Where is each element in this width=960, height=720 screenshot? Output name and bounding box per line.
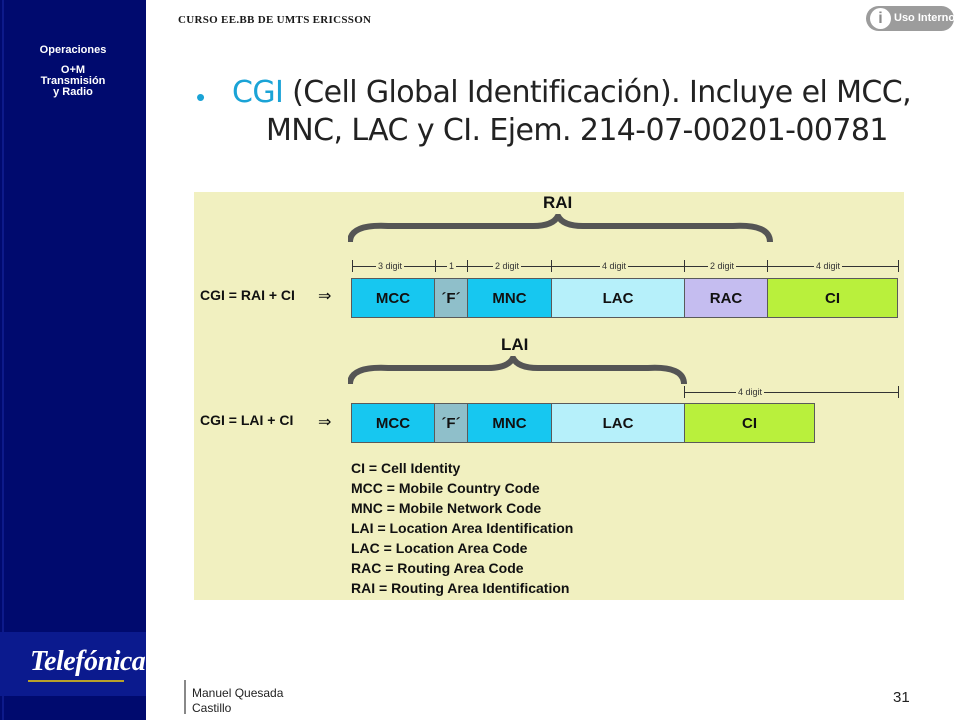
cell-mcc: MCC xyxy=(351,403,435,443)
digit-label: 1 xyxy=(449,261,455,271)
telefonica-logo: Telefónica xyxy=(30,646,146,677)
digit-label: 2 digit xyxy=(495,261,520,271)
lai-brace xyxy=(348,356,688,388)
tick xyxy=(767,260,768,272)
footer-divider xyxy=(184,680,186,714)
digit-label: 4 digit xyxy=(816,261,841,271)
cell-lac: LAC xyxy=(551,403,685,443)
lai-label: LAI xyxy=(501,335,529,354)
legend xyxy=(351,458,573,598)
sidebar xyxy=(0,0,146,720)
course-header: CURSO EE.BB DE UMTS ERICSSON xyxy=(178,14,372,26)
digit-label: 4 digit xyxy=(738,387,763,397)
sidebar-title-radio: y Radio xyxy=(53,86,93,98)
tick xyxy=(898,260,899,272)
tick xyxy=(684,386,685,398)
legend-item: MNC = Mobile Network Code xyxy=(351,500,542,516)
cgi-diagram xyxy=(194,192,904,600)
legend-item: LAI = Location Area Identification xyxy=(351,520,574,536)
legend-item: LAC = Location Area Code xyxy=(351,540,528,556)
bullet-text xyxy=(232,74,932,150)
cell-mnc: MNC xyxy=(467,403,552,443)
page-number: 31 xyxy=(893,689,910,706)
row1-formula: CGI = RAI + CI xyxy=(200,287,295,303)
sidebar-title-om: O+M xyxy=(60,64,86,76)
cell-mnc: MNC xyxy=(467,278,552,318)
tick xyxy=(435,260,436,272)
legend-item: MCC = Mobile Country Code xyxy=(351,480,540,496)
sidebar-divider xyxy=(2,0,4,720)
tick xyxy=(898,386,899,398)
cell-rac: RAC xyxy=(684,278,768,318)
logo-underline xyxy=(28,680,124,682)
cell-lac: LAC xyxy=(551,278,685,318)
tick xyxy=(551,260,552,272)
tick xyxy=(352,260,353,272)
row2-formula: CGI = LAI + CI xyxy=(200,412,294,428)
author-name xyxy=(192,686,283,716)
sidebar-title-transmision: Transmisión xyxy=(40,75,106,87)
digit-label: 2 digit xyxy=(710,261,735,271)
legend-item: RAC = Routing Area Code xyxy=(351,560,524,576)
row1-arrow-icon: ⇒ xyxy=(318,288,332,305)
tick xyxy=(684,260,685,272)
cell-f: ´F´ xyxy=(434,278,468,318)
badge-label: Uso Interno xyxy=(894,12,956,24)
rai-brace xyxy=(348,214,773,246)
author-line1: Manuel Quesada xyxy=(192,686,284,700)
cell-mcc: MCC xyxy=(351,278,435,318)
cell-ci: CI xyxy=(684,403,815,443)
legend-item: RAI = Routing Area Identification xyxy=(351,580,570,596)
rai-label: RAI xyxy=(543,193,573,212)
author-line2: Castillo xyxy=(192,701,232,715)
cell-f: ´F´ xyxy=(434,403,468,443)
digit-label: 3 digit xyxy=(378,261,403,271)
legend-item: CI = Cell Identity xyxy=(351,460,461,476)
bullet-icon: • xyxy=(196,82,206,112)
cell-ci: CI xyxy=(767,278,898,318)
info-icon: i xyxy=(870,8,891,29)
row2-arrow-icon: ⇒ xyxy=(318,414,332,431)
sidebar-title-operaciones: Operaciones xyxy=(39,44,107,56)
bullet-line2: MNC, LAC y CI. Ejem. 214-07-00201-00781 xyxy=(266,113,888,148)
tick xyxy=(467,260,468,272)
cgi-term: CGI xyxy=(232,75,284,110)
digit-dimension-line xyxy=(684,392,898,393)
bullet-line1: (Cell Global Identificación). Incluye el MCC, xyxy=(283,75,912,110)
digit-label: 4 digit xyxy=(602,261,627,271)
